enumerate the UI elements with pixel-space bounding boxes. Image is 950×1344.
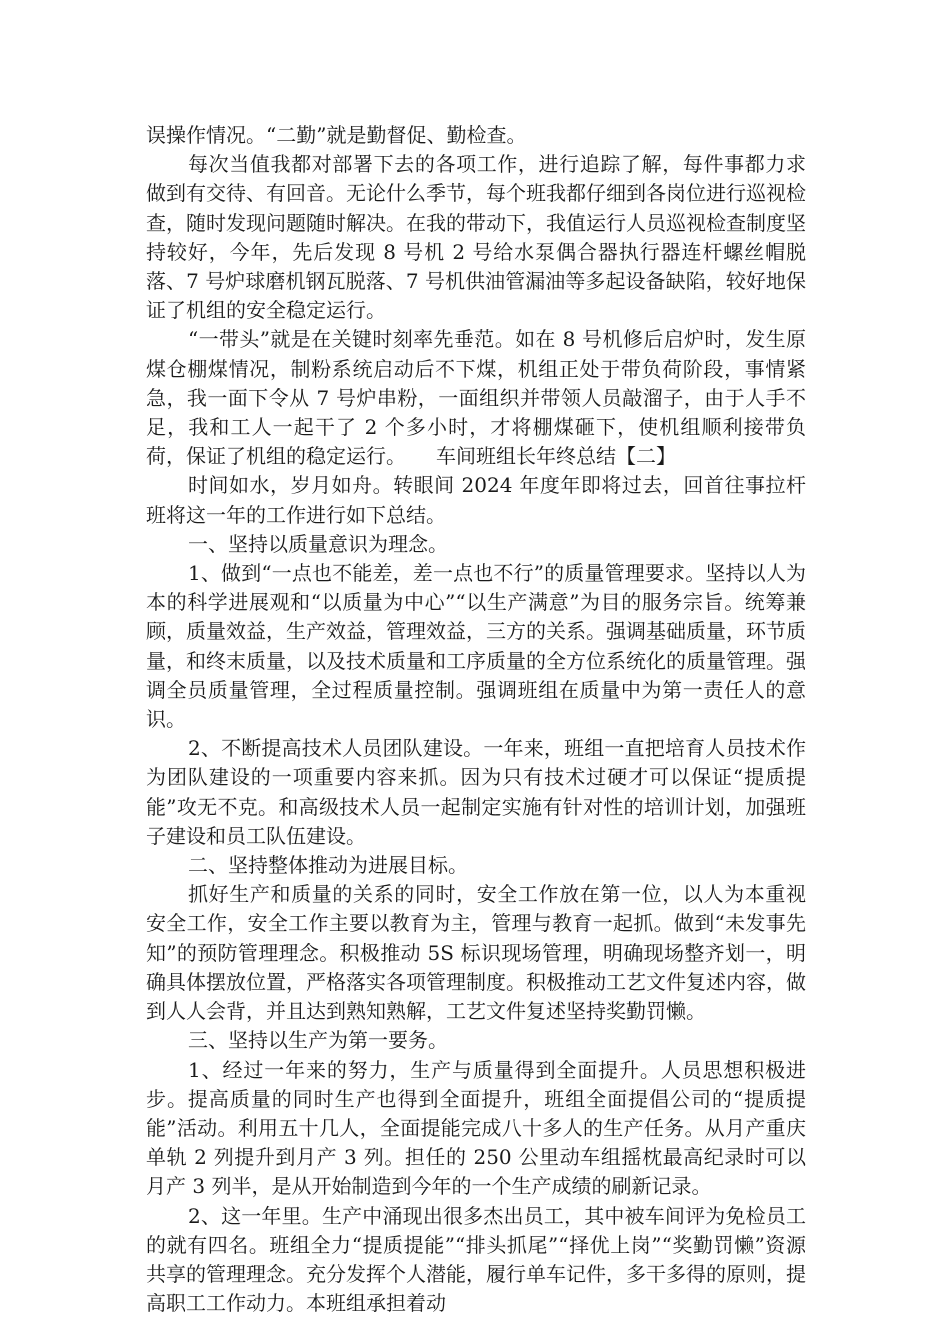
section-heading: 三、坚持以生产为第一要务。	[188, 1028, 448, 1053]
paragraph: 每次当值我都对部署下去的各项工作，进行追踪了解，每件事都力求做到有交待、有回音。无论什么季节，每个班我都仔细到各岗位进行巡视检查，随时发现问题随时解决。在我的带动下，我值运行人员巡视检查制度坚持较好，今年，先后发现 8 号机 2 号给水泵偶合器执行器连杆螺丝帽脱落、7 号炉球磨机钢瓦脱落、7 号机供油管漏油等多起设备缺陷，较好地保证了机组的安全稳定运行。	[146, 152, 806, 323]
paragraph: 时间如水，岁月如舟。转眼间 2024 年度年即将过去，回首往事拉杆班将这一年的工作进行如下总结。	[146, 473, 806, 527]
section-heading: 二、坚持整体推动为进展目标。	[188, 853, 468, 878]
paragraph: 2、不断提高技术人员团队建设。一年来，班组一直把培育人员技术作为团队建设的一项重要内容来抓。因为只有技术过硬才可以保证“提质提能”攻无不克。和高级技术人员一起制定实施有针对性的培训计划，加强班子建设和员工队伍建设。	[146, 736, 806, 848]
paragraph: 1、经过一年来的努力，生产与质量得到全面提升。人员思想积极进步。提高质量的同时生产也得到全面提升，班组全面提倡公司的“提质提能”活动。利用五十几人，全面提能完成八十多人的生产任务。从月产重庆单轨 2 列提升到月产 3 列。担任的 250 公里动车组摇枕最高纪录时可以月产 3 列半，是从开始制造到今年的一个生产成绩的刷新记录。	[146, 1057, 806, 1199]
paragraph: 2、这一年里。生产中涌现出很多杰出员工，其中被车间评为免检员工的就有四名。班组全力“提质提能”“排头抓尾”“择优上岗”“奖勤罚懒”资源共享的管理理念。充分发挥个人潜能，履行单车记件，多干多得的原则，提高职工工作动力。本班组承担着动	[146, 1203, 806, 1316]
document-body	[146, 121, 806, 1318]
paragraph: “一带头”就是在关键时刻率先垂范。如在 8 号机修后启炉时，发生原煤仓棚煤情况，制粉系统启动后不下煤，机组正处于带负荷阶段，事情紧急，我一面下令从 7 号炉串粉，一面组织并带领人员敲溜子，由于人手不足，我和工人一起干了 2 个多小时，才将棚煤砸下，使机组顺利接带负荷，保证了机组的稳定运行。 车间班组长年终总结【二】	[146, 327, 806, 469]
section-heading: 一、坚持以质量意识为理念。	[188, 531, 448, 556]
paragraph: 1、做到“一点也不能差，差一点也不行”的质量管理要求。坚持以人为本的科学进展观和“以质量为中心”“以生产满意”为目的服务宗旨。统筹兼顾，质量效益，生产效益，管理效益，三方的关系。强调基础质量，环节质量，和终末质量，以及技术质量和工序质量的全方位系统化的质量管理。强调全员质量管理，全过程质量控制。强调班组在质量中为第一责任人的意识。	[146, 561, 806, 732]
paragraph: 抓好生产和质量的关系的同时，安全工作放在第一位，以人为本重视安全工作，安全工作主要以教育为主，管理与教育一起抓。做到“未发事先知”的预防管理理念。积极推动 5S 标识现场管理，明确现场整齐划一，明确具体摆放位置，严格落实各项管理制度。积极推动工艺文件复述内容，做到人人会背，并且达到熟知熟解，工艺文件复述坚持奖勤罚懒。	[146, 882, 806, 1024]
paragraph: 误操作情况。“二勤”就是勤督促、勤检查。	[146, 123, 527, 147]
